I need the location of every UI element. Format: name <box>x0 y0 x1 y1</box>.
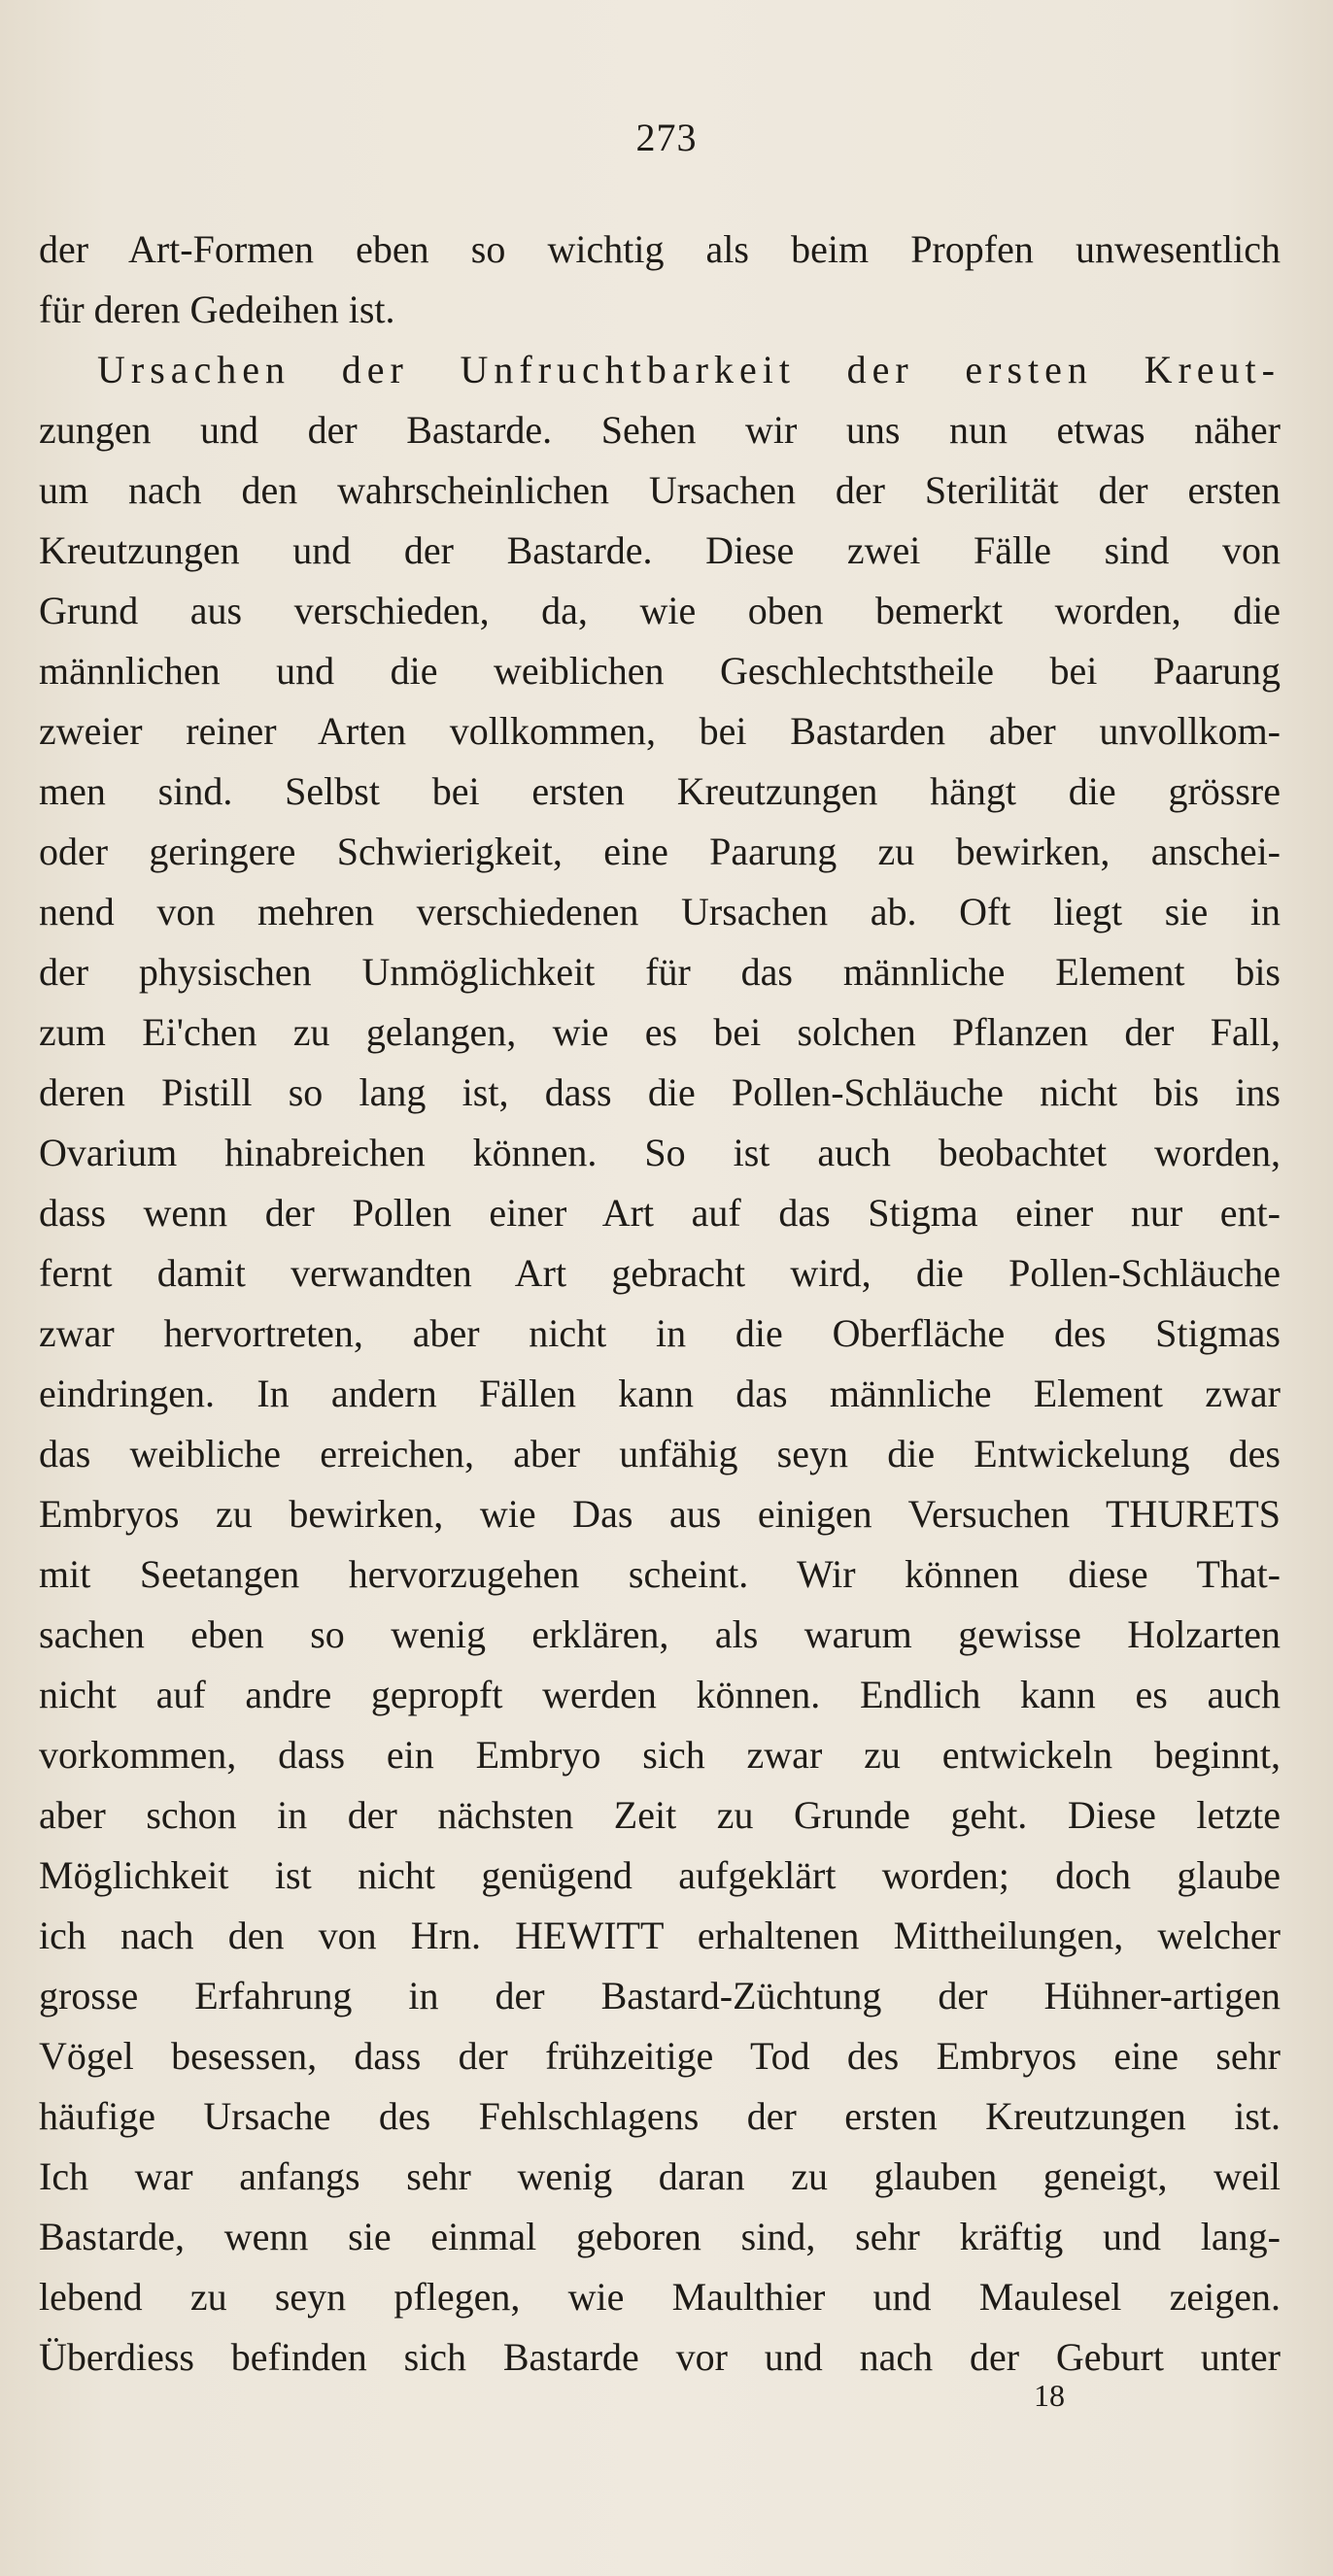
text-line-15: deren Pistill so lang ist, dass die Pollen-Schläuche nicht bis ins <box>39 1070 1281 1114</box>
text-line-19: zwar hervortreten, aber nicht in die Oberfläche des Stigmas <box>39 1311 1281 1355</box>
text-line-16: Ovarium hinabreichen können. So ist auch beobachtet worden, <box>39 1131 1281 1174</box>
text-line-21: das weibliche erreichen, aber unfähig seyn die Entwickelung des <box>39 1432 1281 1475</box>
text-line-11: oder geringere Schwierigkeit, eine Paarung zu bewirken, anschei- <box>39 830 1281 873</box>
text-line-10: men sind. Selbst bei ersten Kreutzungen hängt die grössre <box>39 769 1281 813</box>
text-line-29: ich nach den von Hrn. HEWITT erhaltenen Mittheilungen, welcher <box>39 1914 1281 1957</box>
text-line-1: der Art-Formen eben so wichtig als beim Propfen unwesentlich <box>39 227 1281 271</box>
text-line-9: zweier reiner Arten vollkommen, bei Bastarden aber unvollkom- <box>39 709 1281 753</box>
text-line-13: der physischen Unmöglichkeit für das männliche Element bis <box>39 950 1281 994</box>
signature-mark: 18 <box>1034 2378 1065 2413</box>
text-line-6: Kreutzungen und der Bastarde. Diese zwei Fälle sind von <box>39 528 1281 572</box>
text-line-30: grosse Erfahrung in der Bastard-Züchtung der Hühner-artigen <box>39 1974 1281 2017</box>
text-line-32: häufige Ursache des Fehlschlagens der ersten Kreutzungen ist. <box>39 2094 1281 2138</box>
text-line-7: Grund aus verschieden, da, wie oben bemerkt worden, die <box>39 589 1281 632</box>
text-line-31: Vögel besessen, dass der frühzeitige Tod des Embryos eine sehr <box>39 2034 1281 2078</box>
text-line-22: Embryos zu bewirken, wie Das aus einigen Versuchen THURETS <box>39 1492 1281 1536</box>
text-line-27: aber schon in der nächsten Zeit zu Grunde geht. Diese letzte <box>39 1793 1281 1837</box>
text-line-8: männlichen und die weiblichen Geschlechtstheile bei Paarung <box>39 649 1281 693</box>
text-line-33: Ich war anfangs sehr wenig daran zu glauben geneigt, weil <box>39 2154 1281 2198</box>
section-heading-line-1: Ursachen der Unfruchtbarkeit der ersten Kreut- <box>97 348 1281 391</box>
text-line-28: Möglichkeit ist nicht genügend aufgeklärt worden; doch glaube <box>39 1853 1281 1897</box>
text-line-24: sachen eben so wenig erklären, als warum gewisse Holzarten <box>39 1612 1281 1656</box>
text-line-18: fernt damit verwandten Art gebracht wird, die Pollen-Schläuche <box>39 1251 1281 1295</box>
text-line-23: mit Seetangen hervorzugehen scheint. Wir können diese That- <box>39 1552 1281 1596</box>
text-line-35: lebend zu seyn pflegen, wie Maulthier und Maulesel zeigen. <box>39 2275 1281 2319</box>
page-number: 273 <box>635 116 698 159</box>
section-heading-line-2: zungen und der Bastarde. Sehen wir uns nun etwas näher <box>39 408 1281 452</box>
text-line-36: Überdiess befinden sich Bastarde vor und nach der Geburt unter <box>39 2335 1281 2379</box>
text-line-2: für deren Gedeihen ist. <box>39 288 395 331</box>
text-line-17: dass wenn der Pollen einer Art auf das Stigma einer nur ent- <box>39 1191 1281 1235</box>
text-line-14: zum Ei'chen zu gelangen, wie es bei solchen Pflanzen der Fall, <box>39 1010 1281 1054</box>
text-line-5: um nach den wahrscheinlichen Ursachen der Sterilität der ersten <box>39 468 1281 512</box>
text-line-26: vorkommen, dass ein Embryo sich zwar zu entwickeln beginnt, <box>39 1733 1281 1777</box>
text-line-34: Bastarde, wenn sie einmal geboren sind, sehr kräftig und lang- <box>39 2215 1281 2258</box>
text-line-12: nend von mehren verschiedenen Ursachen ab. Oft liegt sie in <box>39 890 1281 933</box>
text-line-20: eindringen. In andern Fällen kann das männliche Element zwar <box>39 1372 1281 1415</box>
text-line-25: nicht auf andre gepropft werden können. Endlich kann es auch <box>39 1673 1281 1716</box>
